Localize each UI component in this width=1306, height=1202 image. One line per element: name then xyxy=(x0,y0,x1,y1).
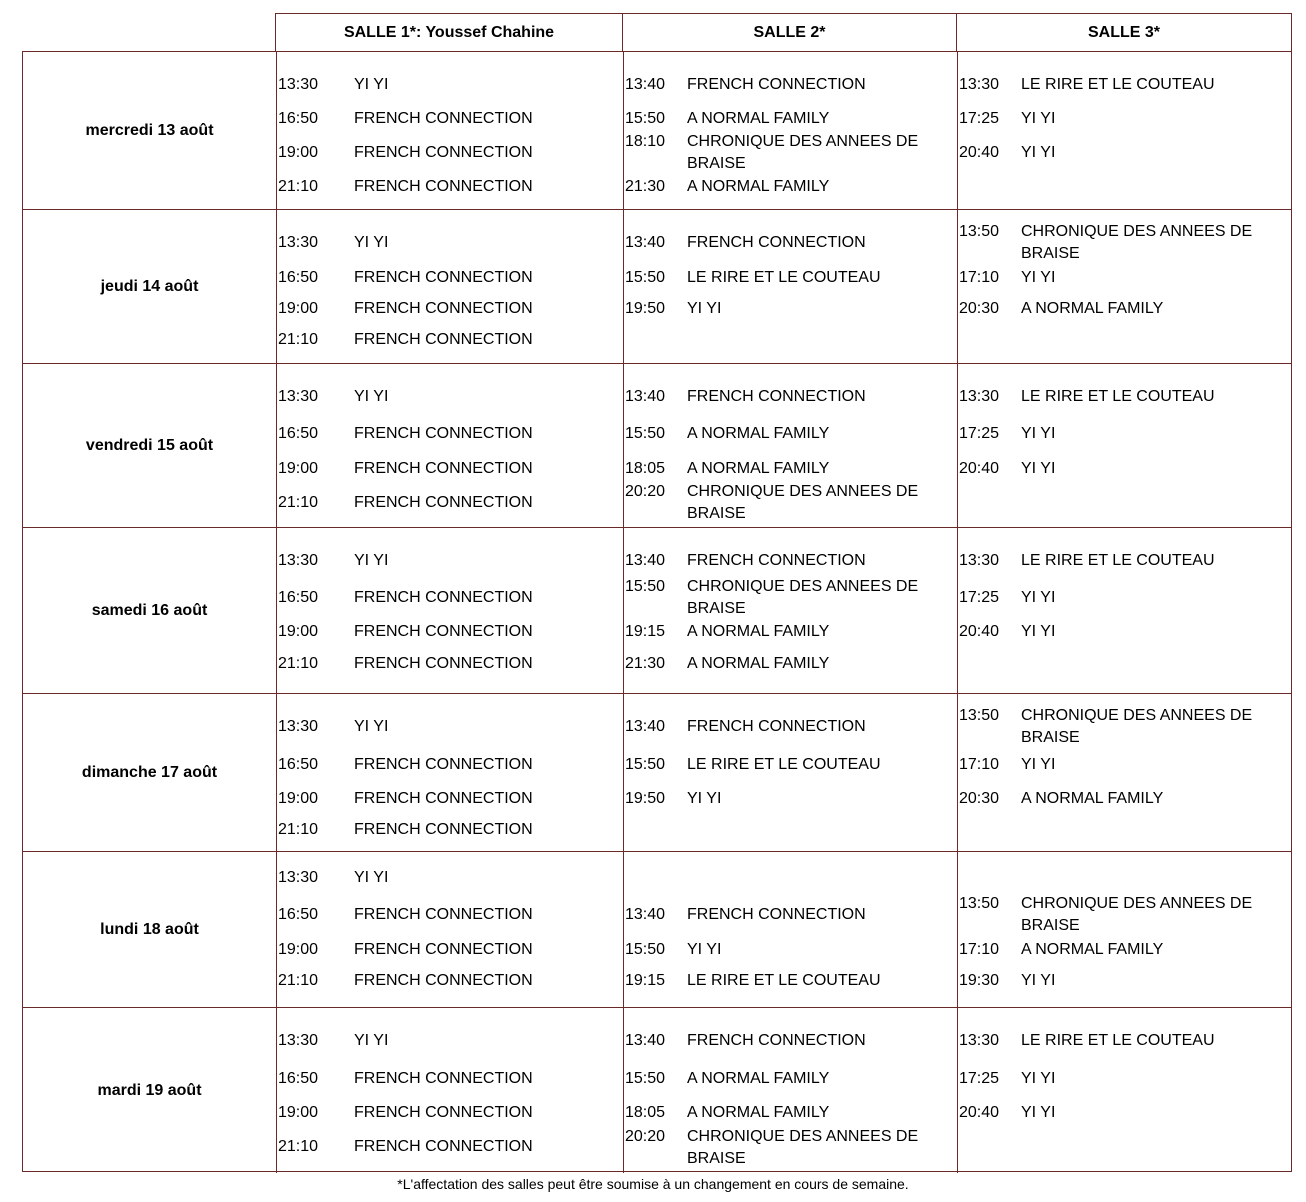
screening-film: A NORMAL FAMILY xyxy=(1021,300,1164,317)
screening-time: 13:30 xyxy=(278,76,319,93)
screening-film: FRENCH CONNECTION xyxy=(354,655,533,672)
screening-time: 21:10 xyxy=(278,821,319,838)
day-label: samedi 16 août xyxy=(91,601,208,619)
screening-film: YI YI xyxy=(1021,269,1056,286)
day-label: lundi 18 août xyxy=(100,920,199,938)
salle-2-cell xyxy=(623,852,957,1007)
salle-2-cell xyxy=(623,364,957,527)
screening-film: YI YI xyxy=(687,300,722,317)
screening-time: 15:50 xyxy=(625,425,666,442)
screening-film: FRENCH CONNECTION xyxy=(354,972,533,989)
salle-3-cell xyxy=(957,52,1293,209)
header-salle-1 xyxy=(275,13,623,51)
screening-time: 13:40 xyxy=(625,234,666,251)
screening-time: 19:00 xyxy=(278,460,319,477)
screening-film: YI YI xyxy=(1021,425,1056,442)
screening-time: 13:30 xyxy=(278,1032,319,1049)
screening-time: 13:30 xyxy=(278,718,319,735)
screening-time: 20:40 xyxy=(959,1104,1000,1121)
screening-time: 21:10 xyxy=(278,972,319,989)
day-label: mardi 19 août xyxy=(97,1081,202,1099)
screening-film: A NORMAL FAMILY xyxy=(687,425,830,442)
salle-2-cell xyxy=(623,52,957,209)
screening-film: FRENCH CONNECTION xyxy=(687,234,866,251)
screening-time: 20:40 xyxy=(959,144,1000,161)
header-salle-2 xyxy=(622,13,957,51)
day-row-jeudi-14-aout xyxy=(23,209,1291,363)
screening-film: FRENCH CONNECTION xyxy=(354,790,533,807)
screening-time: 13:30 xyxy=(959,76,1000,93)
screening-time: 13:40 xyxy=(625,1032,666,1049)
screening-film: A NORMAL FAMILY xyxy=(687,460,830,477)
screening-film: YI YI xyxy=(687,941,722,958)
screening-film: CHRONIQUE DES ANNEES DE BRAISE xyxy=(1021,223,1253,262)
screening-film: LE RIRE ET LE COUTEAU xyxy=(1021,388,1215,405)
day-row-mercredi-13-aout xyxy=(23,52,1291,209)
screening-time: 20:20 xyxy=(625,483,666,500)
screening-time: 13:50 xyxy=(959,895,1000,912)
salle-3-cell xyxy=(957,852,1293,1007)
screening-film: FRENCH CONNECTION xyxy=(354,941,533,958)
screening-time: 21:30 xyxy=(625,178,666,195)
screening-film: YI YI xyxy=(354,1032,389,1049)
screening-time: 18:05 xyxy=(625,460,666,477)
header-salle-1-label: SALLE 1*: Youssef Chahine xyxy=(343,23,555,41)
screening-film: FRENCH CONNECTION xyxy=(354,906,533,923)
screening-film: YI YI xyxy=(354,76,389,93)
screening-time: 15:50 xyxy=(625,578,666,595)
salle-3-cell xyxy=(957,210,1293,363)
day-label: dimanche 17 août xyxy=(81,763,218,781)
screening-film: FRENCH CONNECTION xyxy=(354,494,533,511)
screening-film: A NORMAL FAMILY xyxy=(687,178,830,195)
screening-time: 16:50 xyxy=(278,269,319,286)
screening-time: 13:30 xyxy=(959,388,1000,405)
salle-2-cell xyxy=(623,210,957,363)
screening-film: LE RIRE ET LE COUTEAU xyxy=(687,972,881,989)
screening-time: 16:50 xyxy=(278,110,319,127)
day-row-mardi-19-aout xyxy=(23,1007,1291,1173)
screening-film: A NORMAL FAMILY xyxy=(1021,941,1164,958)
screening-time: 19:50 xyxy=(625,300,666,317)
screening-film: YI YI xyxy=(354,552,389,569)
screening-film: A NORMAL FAMILY xyxy=(687,110,830,127)
day-label: vendredi 15 août xyxy=(85,436,214,454)
screening-film: CHRONIQUE DES ANNEES DE BRAISE xyxy=(687,1128,919,1167)
screening-time: 16:50 xyxy=(278,589,319,606)
day-row-lundi-18-aout xyxy=(23,851,1291,1007)
screening-film: A NORMAL FAMILY xyxy=(1021,790,1164,807)
screening-film: A NORMAL FAMILY xyxy=(687,655,830,672)
screening-time: 13:30 xyxy=(959,552,1000,569)
screening-film: FRENCH CONNECTION xyxy=(687,906,866,923)
schedule-grid xyxy=(22,51,1292,1172)
screening-time: 19:30 xyxy=(959,972,1000,989)
screening-film: CHRONIQUE DES ANNEES DE BRAISE xyxy=(687,483,919,522)
screening-time: 17:25 xyxy=(959,589,1000,606)
screening-time: 21:10 xyxy=(278,331,319,348)
screening-film: YI YI xyxy=(354,234,389,251)
salle-2-cell xyxy=(623,528,957,693)
screening-time: 21:10 xyxy=(278,178,319,195)
screening-time: 17:10 xyxy=(959,269,1000,286)
screening-film: LE RIRE ET LE COUTEAU xyxy=(687,756,881,773)
screening-time: 15:50 xyxy=(625,756,666,773)
screening-film: FRENCH CONNECTION xyxy=(354,589,533,606)
screening-time: 17:25 xyxy=(959,425,1000,442)
screening-time: 18:05 xyxy=(625,1104,666,1121)
salle-2-cell xyxy=(623,1008,957,1173)
screening-time: 18:10 xyxy=(625,133,666,150)
screening-film: FRENCH CONNECTION xyxy=(354,756,533,773)
day-row-dimanche-17-aout xyxy=(23,693,1291,851)
screening-film: FRENCH CONNECTION xyxy=(354,623,533,640)
screening-time: 21:10 xyxy=(278,494,319,511)
header-salle-2-label: SALLE 2* xyxy=(753,23,826,41)
screening-film: FRENCH CONNECTION xyxy=(354,300,533,317)
screening-film: LE RIRE ET LE COUTEAU xyxy=(1021,1032,1215,1049)
salle-1-cell xyxy=(276,1008,623,1173)
screening-film: FRENCH CONNECTION xyxy=(687,1032,866,1049)
screening-film: LE RIRE ET LE COUTEAU xyxy=(687,269,881,286)
screening-time: 19:00 xyxy=(278,790,319,807)
screening-film: YI YI xyxy=(354,869,389,886)
screening-time: 17:10 xyxy=(959,941,1000,958)
screening-time: 13:40 xyxy=(625,906,666,923)
screening-time: 20:20 xyxy=(625,1128,666,1145)
screening-time: 16:50 xyxy=(278,756,319,773)
screening-time: 19:00 xyxy=(278,623,319,640)
screening-time: 19:15 xyxy=(625,623,666,640)
screening-time: 20:40 xyxy=(959,460,1000,477)
salle-1-cell xyxy=(276,364,623,527)
screening-time: 17:25 xyxy=(959,110,1000,127)
screening-time: 21:10 xyxy=(278,655,319,672)
screening-film: FRENCH CONNECTION xyxy=(354,1104,533,1121)
screening-time: 15:50 xyxy=(625,269,666,286)
day-label: mercredi 13 août xyxy=(85,121,214,139)
screening-film: LE RIRE ET LE COUTEAU xyxy=(1021,76,1215,93)
screening-time: 13:30 xyxy=(278,552,319,569)
salle-1-cell xyxy=(276,852,623,1007)
screening-film: A NORMAL FAMILY xyxy=(687,1070,830,1087)
screening-time: 20:40 xyxy=(959,623,1000,640)
screening-film: YI YI xyxy=(1021,756,1056,773)
screening-film: YI YI xyxy=(1021,1104,1056,1121)
screening-time: 21:30 xyxy=(625,655,666,672)
screening-time: 19:00 xyxy=(278,300,319,317)
screening-film: FRENCH CONNECTION xyxy=(354,110,533,127)
screening-time: 13:40 xyxy=(625,388,666,405)
screening-film: FRENCH CONNECTION xyxy=(354,425,533,442)
salle-1-cell xyxy=(276,52,623,209)
screening-film: YI YI xyxy=(1021,972,1056,989)
salle-1-cell xyxy=(276,694,623,851)
screening-time: 13:30 xyxy=(278,234,319,251)
salle-3-cell xyxy=(957,364,1293,527)
screening-film: YI YI xyxy=(1021,144,1056,161)
screening-film: YI YI xyxy=(354,718,389,735)
screening-time: 19:00 xyxy=(278,144,319,161)
salle-2-cell xyxy=(623,694,957,851)
screening-time: 15:50 xyxy=(625,1070,666,1087)
screening-film: FRENCH CONNECTION xyxy=(354,331,533,348)
screening-time: 20:30 xyxy=(959,790,1000,807)
day-row-samedi-16-aout xyxy=(23,527,1291,693)
screening-time: 13:40 xyxy=(625,76,666,93)
screening-time: 19:15 xyxy=(625,972,666,989)
screening-film: FRENCH CONNECTION xyxy=(687,388,866,405)
screening-film: YI YI xyxy=(354,388,389,405)
screening-film: FRENCH CONNECTION xyxy=(354,144,533,161)
salle-1-cell xyxy=(276,210,623,363)
screening-time: 13:50 xyxy=(959,707,1000,724)
screening-film: A NORMAL FAMILY xyxy=(687,1104,830,1121)
screening-time: 16:50 xyxy=(278,906,319,923)
screening-time: 13:30 xyxy=(278,869,319,886)
screening-film: FRENCH CONNECTION xyxy=(687,718,866,735)
screening-time: 19:00 xyxy=(278,1104,319,1121)
screening-time: 13:30 xyxy=(959,1032,1000,1049)
salle-1-cell xyxy=(276,528,623,693)
header-salle-3-label: SALLE 3* xyxy=(1087,23,1160,41)
salle-3-cell xyxy=(957,1008,1293,1173)
screening-film: YI YI xyxy=(1021,460,1056,477)
header-salle-3 xyxy=(956,13,1292,51)
screening-film: FRENCH CONNECTION xyxy=(354,460,533,477)
screening-film: LE RIRE ET LE COUTEAU xyxy=(1021,552,1215,569)
screening-film: FRENCH CONNECTION xyxy=(354,178,533,195)
screening-time: 17:10 xyxy=(959,756,1000,773)
screening-film: YI YI xyxy=(1021,110,1056,127)
screening-film: YI YI xyxy=(1021,1070,1056,1087)
day-label: jeudi 14 août xyxy=(100,277,199,295)
screening-film: YI YI xyxy=(687,790,722,807)
screening-time: 13:40 xyxy=(625,718,666,735)
screening-time: 16:50 xyxy=(278,1070,319,1087)
screening-film: CHRONIQUE DES ANNEES DE BRAISE xyxy=(687,578,919,617)
day-row-vendredi-15-aout xyxy=(23,363,1291,527)
screening-time: 15:50 xyxy=(625,110,666,127)
footnote: *L'affectation des salles peut être soumise à un changement en cours de semaine. xyxy=(397,1176,909,1192)
screening-film: FRENCH CONNECTION xyxy=(354,1138,533,1155)
screening-time: 20:30 xyxy=(959,300,1000,317)
screening-film: FRENCH CONNECTION xyxy=(354,1070,533,1087)
salle-3-cell xyxy=(957,528,1293,693)
screening-film: A NORMAL FAMILY xyxy=(687,623,830,640)
screening-time: 21:10 xyxy=(278,1138,319,1155)
screening-time: 13:30 xyxy=(278,388,319,405)
screening-time: 19:50 xyxy=(625,790,666,807)
screening-film: YI YI xyxy=(1021,589,1056,606)
screening-film: CHRONIQUE DES ANNEES DE BRAISE xyxy=(1021,895,1253,934)
screening-film: YI YI xyxy=(1021,623,1056,640)
screening-time: 17:25 xyxy=(959,1070,1000,1087)
screening-film: FRENCH CONNECTION xyxy=(354,269,533,286)
screening-time: 13:40 xyxy=(625,552,666,569)
screening-film: FRENCH CONNECTION xyxy=(354,821,533,838)
screening-film: FRENCH CONNECTION xyxy=(687,552,866,569)
screening-time: 19:00 xyxy=(278,941,319,958)
screening-time: 13:50 xyxy=(959,223,1000,240)
screening-film: CHRONIQUE DES ANNEES DE BRAISE xyxy=(687,133,919,172)
screening-time: 16:50 xyxy=(278,425,319,442)
screening-film: CHRONIQUE DES ANNEES DE BRAISE xyxy=(1021,707,1253,746)
screening-time: 15:50 xyxy=(625,941,666,958)
salle-3-cell xyxy=(957,694,1293,851)
screening-film: FRENCH CONNECTION xyxy=(687,76,866,93)
